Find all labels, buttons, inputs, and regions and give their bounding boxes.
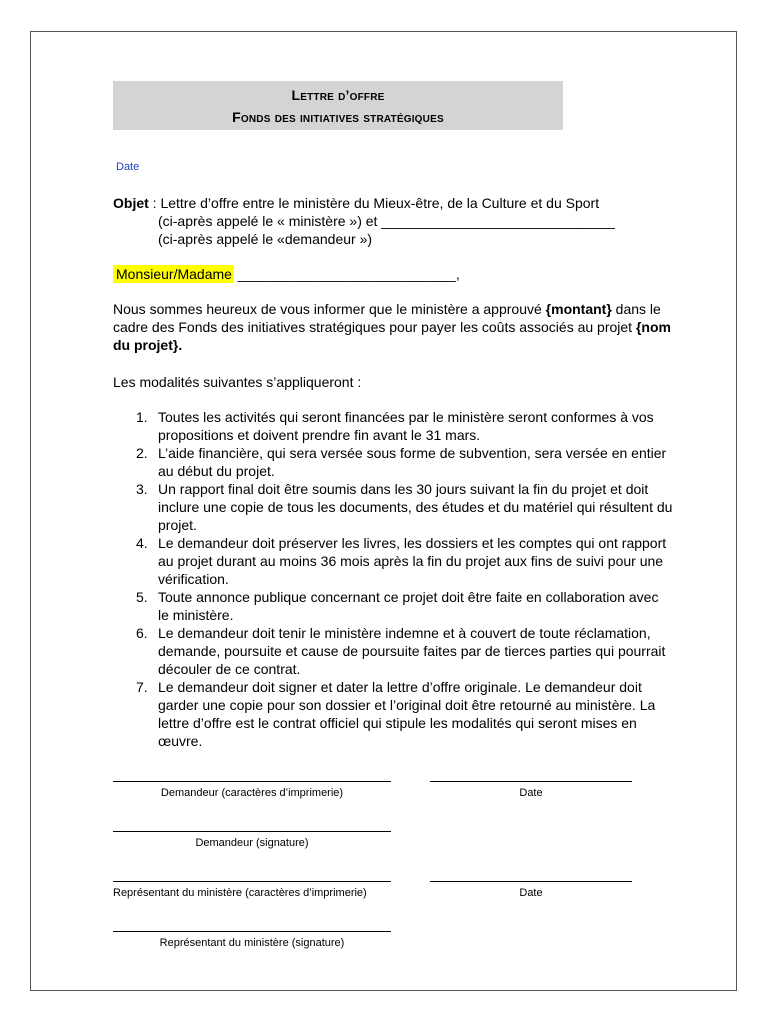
list-item-number: 4. (136, 535, 148, 551)
list-item (113, 480, 673, 534)
signature-label: Demandeur (caractères d’imprimerie) (160, 787, 344, 799)
terms-intro: Les modalités suivantes s’appliqueront : (113, 374, 362, 390)
list-item-number: 2. (136, 445, 148, 461)
date-line[interactable] (430, 881, 632, 882)
list-item-text: L’aide financière, qui sera versée sous forme de subvention, sera versée en entier au début du projet. (158, 445, 667, 479)
signature-line[interactable] (113, 881, 391, 882)
project-name-placeholder: {nom du projet}. (113, 319, 671, 353)
title-banner (113, 81, 563, 130)
salutation-highlight[interactable]: Monsieur/Madame (113, 265, 234, 283)
list-item (113, 408, 673, 444)
list-item-text: Toutes les activités qui seront financées par le ministère seront conformes à vos propositions et doivent prendre fin avant le 31 mars. (158, 409, 654, 443)
signature-line[interactable] (113, 831, 391, 832)
paragraph-text-2: dans le cadre des Fonds des initiatives stratégiques pour payer les coûts associés au projet (113, 301, 661, 335)
list-item (113, 534, 673, 588)
subject-label: Objet (113, 195, 149, 211)
list-item-text: Le demandeur doit préserver les livres, les dossiers et les comptes qui ont rapport au projet durant au moins 36 mois après la fin du projet aux fins de suivi pour une vérification. (158, 535, 667, 587)
list-item-number: 5. (136, 589, 148, 605)
list-item (113, 678, 673, 750)
signature-line[interactable] (113, 781, 391, 782)
representative-print-signature (113, 881, 403, 899)
approval-paragraph (113, 300, 673, 354)
list-item-number: 1. (136, 409, 148, 425)
list-item-text: Le demandeur doit signer et dater la lettre d’offre originale. Le demandeur doit garder une copie pour son dossier et l’original doit être retourné au ministère. La lettre d’offre est le contrat officiel qui stipule les modalités qui seront mises en œuvre. (158, 679, 656, 749)
document-title: Lettre d’offre (291, 87, 385, 103)
applicant-print-signature (113, 781, 391, 799)
salutation-blank: ____________________________, (233, 266, 460, 282)
document-page (30, 31, 737, 991)
signature-line[interactable] (113, 931, 391, 932)
signature-label: Demandeur (signature) (195, 837, 309, 849)
date-label: Date (519, 787, 543, 799)
list-item-text: Le demandeur doit tenir le ministère indemne et à couvert de toute réclamation, demande, poursuite et cause de poursuite faites par de tierces parties qui pourrait découler de ce contrat. (158, 625, 666, 677)
date-field[interactable]: Date (116, 161, 140, 173)
date-label: Date (519, 887, 543, 899)
subject-block (113, 194, 673, 248)
signature-label: Représentant du ministère (caractères d’imprimerie) (113, 887, 367, 899)
list-item (113, 444, 673, 480)
list-item-text: Toute annonce publique concernant ce projet doit être faite en collaboration avec le ministère. (158, 589, 659, 623)
terms-list (113, 408, 673, 750)
list-item (113, 588, 673, 624)
representative-date (430, 881, 632, 899)
applicant-date (430, 781, 632, 799)
salutation (113, 265, 460, 283)
list-item-number: 6. (136, 625, 148, 641)
subject-line-3: (ci-après appelé le «demandeur ») (158, 231, 373, 247)
applicant-signature (113, 831, 391, 849)
list-item-number: 7. (136, 679, 148, 695)
subject-line-2: (ci-après appelé le « ministère ») et ______________________________ (158, 213, 615, 229)
list-item-text: Un rapport final doit être soumis dans les 30 jours suivant la fin du projet et doit inclure une copie de tous les documents, des études et du matériel qui résultent du projet. (158, 481, 673, 533)
amount-placeholder: {montant} (545, 301, 612, 317)
representative-signature (113, 931, 391, 949)
list-item (113, 624, 673, 678)
subject-line-1: : Lettre d’offre entre le ministère du Mieux-être, de la Culture et du Sport (148, 195, 600, 211)
date-line[interactable] (430, 781, 632, 782)
signature-label: Représentant du ministère (signature) (159, 937, 345, 949)
list-item-number: 3. (136, 481, 148, 497)
paragraph-text-1: Nous sommes heureux de vous informer que le ministère a approuvé (113, 301, 546, 317)
document-subtitle: Fonds des initiatives stratégiques (232, 109, 444, 125)
